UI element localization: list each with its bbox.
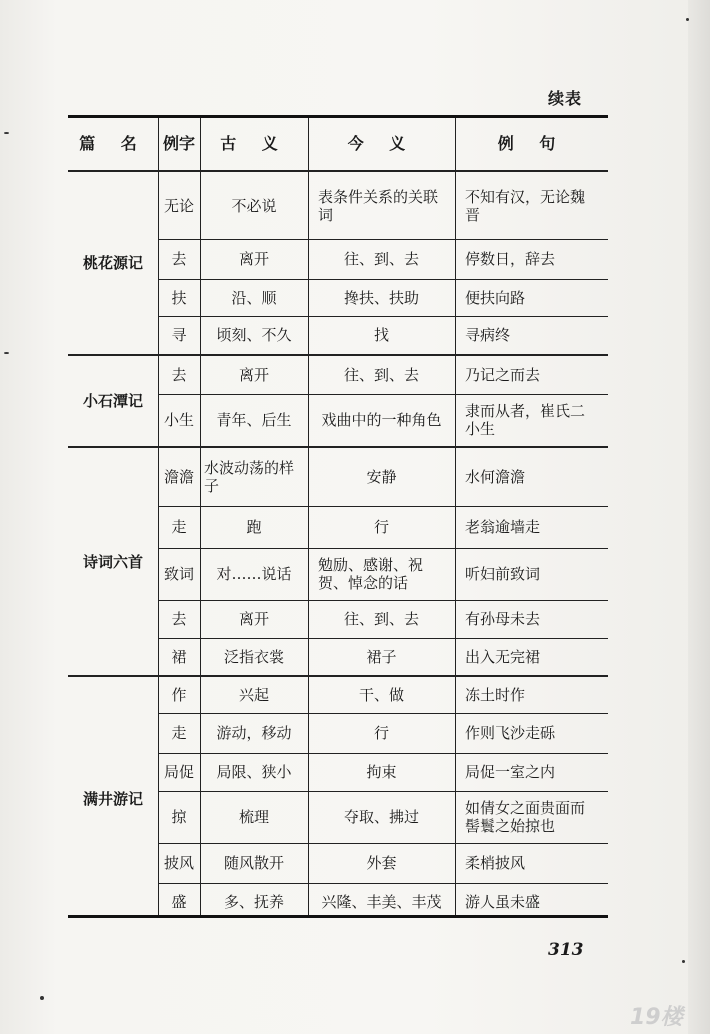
cell-word: 作 (171, 686, 187, 704)
header-title: 篇 名 (79, 134, 147, 153)
section-title: 满井游记 (82, 789, 143, 808)
scan-speck (4, 352, 9, 354)
cell-word: 扶 (171, 288, 187, 307)
cell-ancient: 青年、后生 (216, 411, 292, 429)
header-modern: 今 义 (347, 134, 416, 153)
cell-modern: 勉励、感谢、祝贺、悼念的话 (318, 556, 424, 592)
cell-word: 致词 (163, 565, 194, 583)
cell-modern: 往、到、去 (343, 610, 419, 628)
cell-ancient: 不必说 (231, 196, 277, 215)
section-title: 小石潭记 (82, 392, 143, 410)
cell-word: 去 (171, 366, 187, 384)
cell-example: 水何澹澹 (465, 468, 526, 486)
section-title: 桃花源记 (82, 254, 143, 272)
cell-ancient: 泛指衣裳 (223, 647, 284, 666)
cell-example: 有孙母未去 (465, 610, 541, 628)
cell-word: 裙 (171, 647, 187, 666)
header-ancient: 古 义 (220, 134, 288, 153)
cell-modern: 搀扶、扶助 (343, 288, 419, 307)
cell-modern: 裙子 (366, 647, 397, 666)
cell-modern: 拘束 (366, 763, 397, 781)
cell-ancient: 离开 (238, 250, 269, 268)
column-divider (200, 118, 201, 915)
cell-example: 出入无完裙 (465, 647, 541, 666)
cell-ancient: 梳理 (238, 808, 269, 826)
cell-example: 作则飞沙走砾 (465, 724, 556, 742)
cell-modern: 行 (373, 724, 389, 742)
cell-word: 掠 (171, 808, 187, 826)
cell-example: 冻土时作 (465, 686, 526, 704)
cell-ancient: 多、抚养 (223, 892, 284, 911)
cell-ancient: 兴起 (238, 686, 269, 704)
watermark-logo: 19楼 (630, 1005, 683, 1030)
cell-example: 游人虽未盛 (465, 892, 541, 911)
cell-example: 乃记之而去 (465, 366, 541, 384)
cell-word: 局促 (163, 763, 194, 781)
cell-word: 去 (171, 250, 187, 268)
cell-ancient: 顷刻、不久 (216, 326, 292, 344)
cell-ancient: 跑 (246, 518, 262, 536)
continuation-label: 续表 (548, 89, 583, 108)
cell-ancient: 水波动荡的样子 (204, 459, 295, 495)
cell-modern: 行 (373, 518, 389, 536)
cell-word: 走 (171, 724, 187, 742)
cell-ancient: 沿、顺 (231, 288, 277, 307)
column-divider (308, 118, 309, 915)
cell-word: 去 (171, 610, 187, 628)
header-word: 例字 (162, 134, 195, 153)
cell-ancient: 随风散开 (223, 854, 284, 872)
cell-example: 柔梢披风 (465, 854, 526, 872)
section-title: 诗词六首 (82, 552, 143, 571)
cell-word: 盛 (171, 892, 187, 911)
cell-example: 便扶向路 (465, 288, 526, 307)
cell-modern: 往、到、去 (343, 366, 419, 384)
cell-ancient: 游动，移动 (216, 724, 292, 742)
cell-word: 走 (171, 518, 187, 536)
cell-modern: 表条件关系的关联词 (318, 187, 439, 224)
header-example: 例 句 (497, 134, 566, 153)
cell-example: 听妇前致词 (465, 565, 541, 583)
cell-example: 停数日，辞去 (465, 250, 556, 268)
cell-modern: 干、做 (358, 686, 404, 704)
cell-word: 寻 (171, 326, 187, 344)
page-edge-shadow (688, 0, 710, 1034)
cell-example: 隶而从者，崔氏二小生 (465, 402, 586, 438)
page-number: 313 (548, 940, 584, 960)
scan-speck (40, 996, 44, 1000)
cell-ancient: 局限、狭小 (216, 763, 292, 781)
scan-speck (682, 960, 685, 963)
column-divider (455, 118, 456, 915)
cell-modern: 兴隆、丰美、丰茂 (321, 892, 442, 911)
cell-ancient: 对……说话 (216, 565, 292, 583)
cell-example: 老翁逾墙走 (465, 518, 541, 536)
cell-word: 披风 (163, 854, 194, 872)
cell-example: 不知有汉，无论魏晋 (465, 187, 586, 224)
cell-ancient: 离开 (238, 366, 269, 384)
cell-ancient: 离开 (238, 610, 269, 628)
cell-modern: 夺取、拂过 (343, 808, 419, 826)
cell-word: 澹澹 (163, 468, 194, 486)
column-divider (158, 118, 159, 915)
cell-word: 无论 (163, 196, 194, 215)
cell-modern: 戏曲中的一种角色 (321, 411, 442, 429)
scan-speck (686, 18, 689, 21)
cell-modern: 外套 (366, 854, 397, 872)
cell-word: 小生 (163, 411, 194, 429)
cell-example: 局促一室之内 (465, 763, 556, 781)
cell-modern: 找 (373, 326, 389, 344)
cell-example: 如倩女之面贵面而髻鬟之始掠也 (465, 799, 586, 835)
cell-modern: 往、到、去 (343, 250, 419, 268)
cell-modern: 安静 (366, 468, 397, 486)
cell-example: 寻病终 (465, 326, 511, 344)
scan-speck (4, 132, 9, 134)
